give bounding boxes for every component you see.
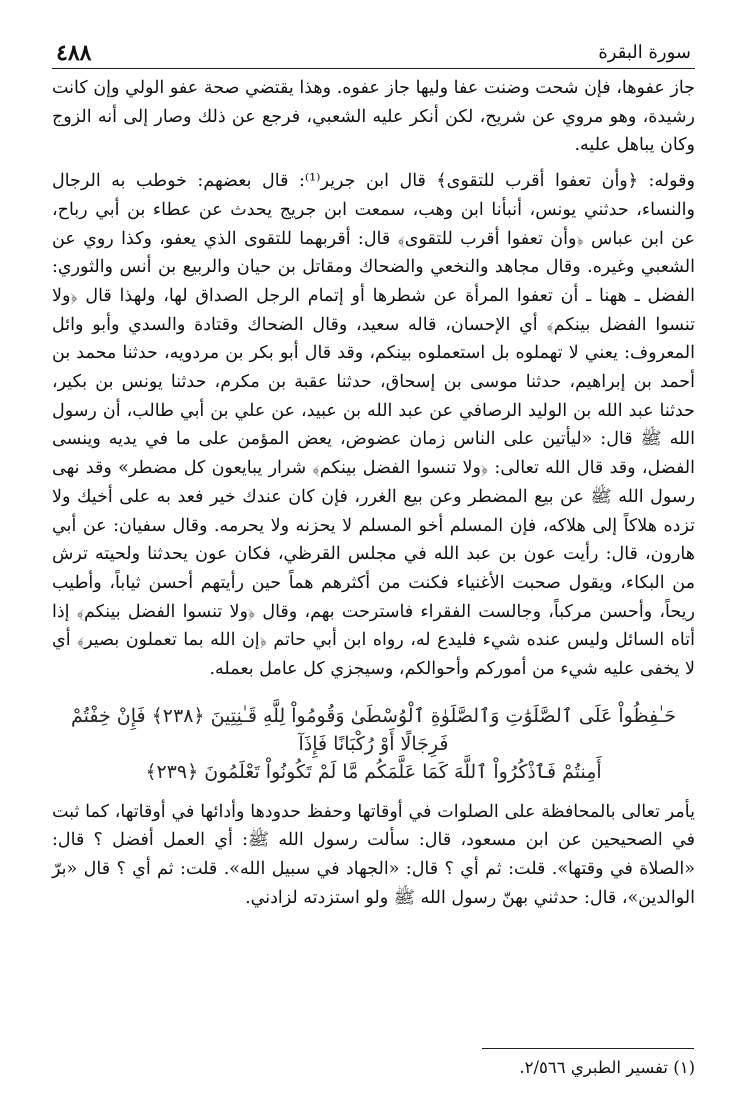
paragraph-2: وقوله: ﴿وأن تعفوا أقرب للتقوى﴾ قال ابن جرير⁽¹⁾: قال بعضهم: خوطب به الرجال والنساء، حدثني يونس، أنبأنا ابن وهب، سمعت ابن جريج يحدث عن عطاء بن أبي رباح، عن ابن عباس ﴿وأن تعفوا أقرب للتقوى﴾ قال: أقربهما للتقوى الذي يعفو، وكذا روي عن الشعبي وغيره. وقال مجاهد والنخعي والضحاك ومقاتل بن حيان والربيع بن أنس والثوري: الفضل ـ ههنا ـ أن تعفوا المرأة عن شطرها أو إتمام الرجل الصداق لها، ولهذا قال ﴿ولا تنسوا الفضل بينكم﴾ أي الإحسان، قاله سعيد، وقال الضحاك وقتادة والسدي وأبو وائل المعروف: يعني لا تهملوه بل استعملوه بينكم، وقد قال أبو بكر بن مردويه، حدثنا محمد بن أحمد بن إبراهيم، حدثنا موسى بن إسحاق، حدثنا عقبة بن مكرم، حدثنا يونس بن بكير، حدثنا عبد الله بن الوليد الرصافي عن عبد الله بن عبيد، عن علي بن أبي طالب، أن رسول الله ﷺ قال: «ليأتين على الناس زمان عضوض، يعض المؤمن على ما في يديه وينسى الفضل، وقد قال الله تعالى: ﴿ولا تنسوا الفضل بينكم﴾ شرار يبايعون كل مضطر» وقد نهى رسول الله ﷺ عن بيع المضطر وعن بيع الغرر، فإن كان عندك خير فعد به على أخيك ولا تزده هلاكاً إلى هلاكه، فإن المسلم أخو المسلم لا يحزنه ولا يحرمه. وقال سفيان: عن أبي هارون، قال: رأيت عون بن عبد الله في مجلس القرظي، فكان عون يحدثنا ولحيته ترش من البكاء، ويقول صحبت الأغنياء فكنت من أكثرهم هماً حين رأيتهم أحسن ثياباً، وأطيب ريحاً، وأحسن مركباً، وجالست الفقراء فاسترحت بهم، وقال ﴿ولا تنسوا الفضل بينكم﴾ إذا أتاه السائل وليس عنده شيء فليدع له، رواه ابن أبي حاتم ﴿إن الله بما تعملون بصير﴾ أي لا يخفى عليه شيء من أموركم وأحوالكم، وسيجزي كل عامل بعمله. bbox=[52, 171, 695, 680]
paragraph-1: جاز عفوها، فإن شحت وضنت عفا وليها جاز عفوه. وهذا يقتضي صحة عفو الولي وإن كانت رشيدة، وهو مروي عن شريح، لكن أنكر عليه الشعبي، فرجع عن ذلك وصار إلى أنه الزوج وكان يباهل عليه. bbox=[52, 78, 695, 156]
quran-verse bbox=[52, 702, 695, 786]
paragraph-3: يأمر تعالى بالمحافظة على الصلوات في أوقاتها وحفظ حدودها وأدائها في أوقاتها، كما ثبت في الصحيحين عن ابن مسعود، قال: سألت رسول الله ﷺ: أي العمل أفضل ؟ قال: «الصلاة في وقتها». قلت: ثم أي ؟ قال: «الجهاد في سبيل الله». قلت: ثم أي ؟ قال «برّ الوالدين»، قال: حدثني بهنّ رسول الله ﷺ ولو استزدته لزادني. bbox=[52, 801, 695, 908]
surah-title: سورة البقرة bbox=[598, 42, 691, 63]
verse-line-1: حَـٰفِظُواْ عَلَى ٱلصَّلَوَٰتِ وَٱلصَّلَوٰةِ ٱلْوُسْطَىٰ وَقُومُواْ لِلَّهِ قَـٰنِتِينَ ﴿٢٣٨﴾ فَإِنْ خِفْتُمْ فَرِجَالًا أَوْ رُكْبَانًا فَإِذَآ bbox=[71, 704, 676, 755]
page-body bbox=[52, 74, 695, 913]
verse-line-2: أَمِنتُمْ فَٱذْكُرُواْ ٱللَّهَ كَمَا عَلَّمَكُم مَّا لَمْ تَكُونُواْ تَعْلَمُونَ ﴿٢٣٩﴾ bbox=[145, 760, 602, 783]
page-header bbox=[52, 38, 695, 69]
footnote-divider bbox=[482, 1048, 694, 1049]
page-number: ٤٨٨ bbox=[56, 40, 92, 66]
footnote: (١) تفسير الطبري ٢/٥٦٦. bbox=[519, 1058, 695, 1077]
